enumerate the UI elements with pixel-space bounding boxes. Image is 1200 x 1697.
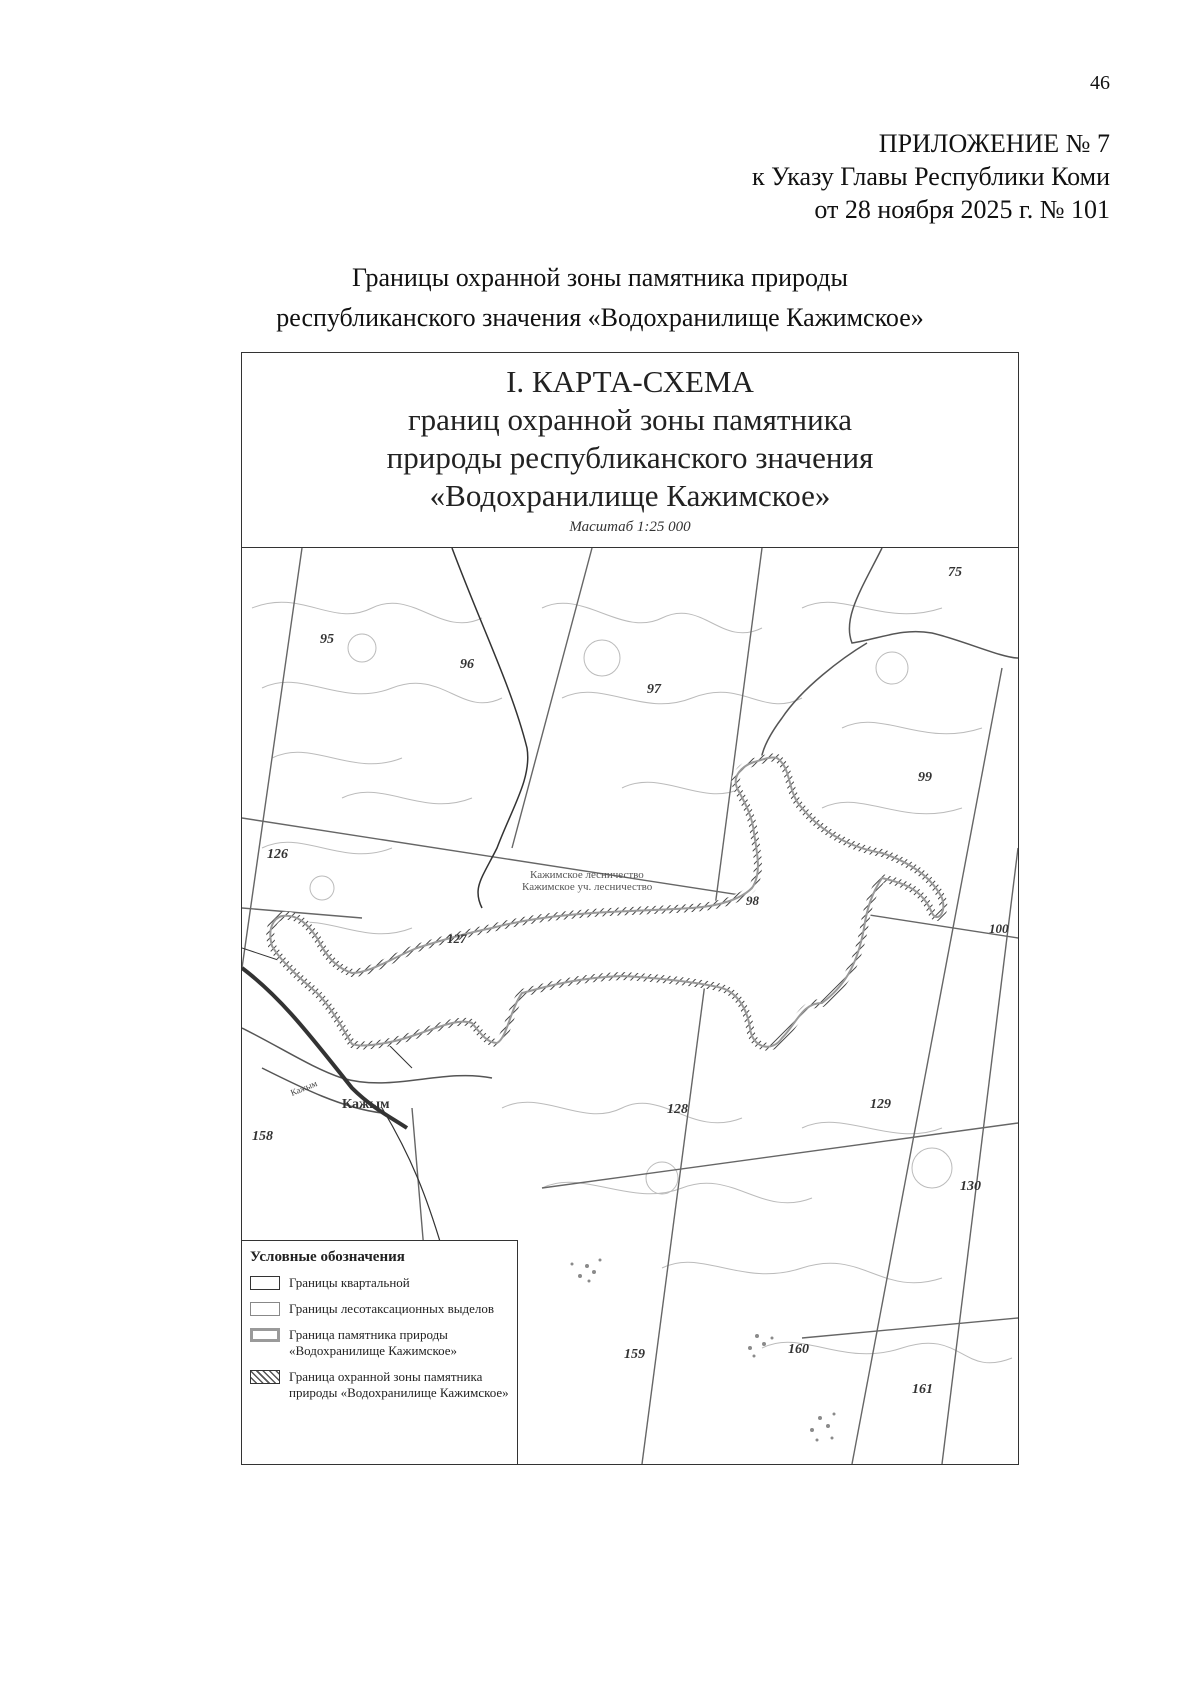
map-scale: Масштаб 1:25 000 [569, 519, 691, 535]
label-quarter-97: 97 [647, 682, 661, 697]
label-quarter-96: 96 [460, 657, 474, 672]
map-frame [241, 352, 1019, 1465]
stand-boundary-swatch [250, 1302, 280, 1316]
legend-item-monument [250, 1327, 509, 1359]
label-quarter-159: 159 [624, 1347, 645, 1362]
document-title-line2: республиканского значения «Водохранилище Кажимское» [276, 303, 924, 332]
map-title-line1: I. КАРТА-СХЕМА [506, 364, 754, 399]
appendix-date: от 28 ноября 2025 г. № 101 [814, 195, 1110, 224]
page-number: 46 [1090, 72, 1110, 94]
label-quarter-161: 161 [912, 1382, 933, 1397]
appendix-decree: к Указу Главы Республики Коми [752, 162, 1110, 191]
appendix-block [752, 127, 1110, 226]
protection-zone-band [270, 757, 943, 1046]
legend-title: Условные обозначения [250, 1249, 405, 1265]
label-quarter-130: 130 [960, 1179, 981, 1194]
label-quarter-75: 75 [948, 565, 962, 580]
protection-zone-swatch [250, 1370, 280, 1384]
label-quarter-160: 160 [788, 1342, 809, 1357]
map-title-line4: «Водохранилище Кажимское» [429, 478, 831, 513]
map-title-line2: границ охранной зоны памятника [407, 402, 853, 437]
label-forestry-section: Кажимское уч. лесничество [522, 881, 653, 893]
label-quarter-98: 98 [746, 893, 759, 908]
label-quarter-126: 126 [267, 847, 288, 862]
legend-label-quarter: Границы квартальной [289, 1275, 410, 1290]
quarter-boundary-swatch [250, 1276, 280, 1290]
label-quarter-129: 129 [870, 1097, 891, 1112]
appendix-number: ПРИЛОЖЕНИЕ № 7 [878, 129, 1110, 158]
label-forestry-district: Кажимское лесничество [530, 869, 644, 881]
label-quarter-95: 95 [320, 632, 334, 647]
map-title-line3: природы республиканского значения [386, 440, 874, 475]
label-quarter-99: 99 [918, 770, 932, 785]
label-quarter-127: 127 [447, 931, 467, 946]
roads [242, 548, 528, 1248]
monument-boundary-swatch [250, 1328, 280, 1342]
reservoir [270, 754, 943, 1047]
map-legend [242, 1240, 518, 1464]
map-body [242, 548, 1018, 1464]
legend-label-monument: Граница памятника природы «Водохранилище Кажимское» [289, 1327, 458, 1358]
legend-item-quarter [250, 1275, 509, 1291]
legend-label-zone: Граница охранной зоны памятника природы «Водохранилище Кажимское» [289, 1369, 509, 1400]
label-quarter-158: 158 [252, 1129, 273, 1144]
label-quarter-128: 128 [667, 1102, 688, 1117]
legend-label-stand: Границы лесотаксационных выделов [289, 1301, 494, 1316]
legend-item-zone [250, 1369, 509, 1401]
document-title [0, 258, 1200, 338]
label-river: Кажым [289, 1078, 319, 1098]
label-village: Кажым [342, 1097, 390, 1112]
label-quarter-100: 100 [989, 921, 1009, 936]
map-title [242, 353, 1018, 515]
document-title-line1: Границы охранной зоны памятника природы [352, 263, 848, 292]
legend-item-stand [250, 1301, 509, 1317]
map-header [242, 353, 1018, 548]
